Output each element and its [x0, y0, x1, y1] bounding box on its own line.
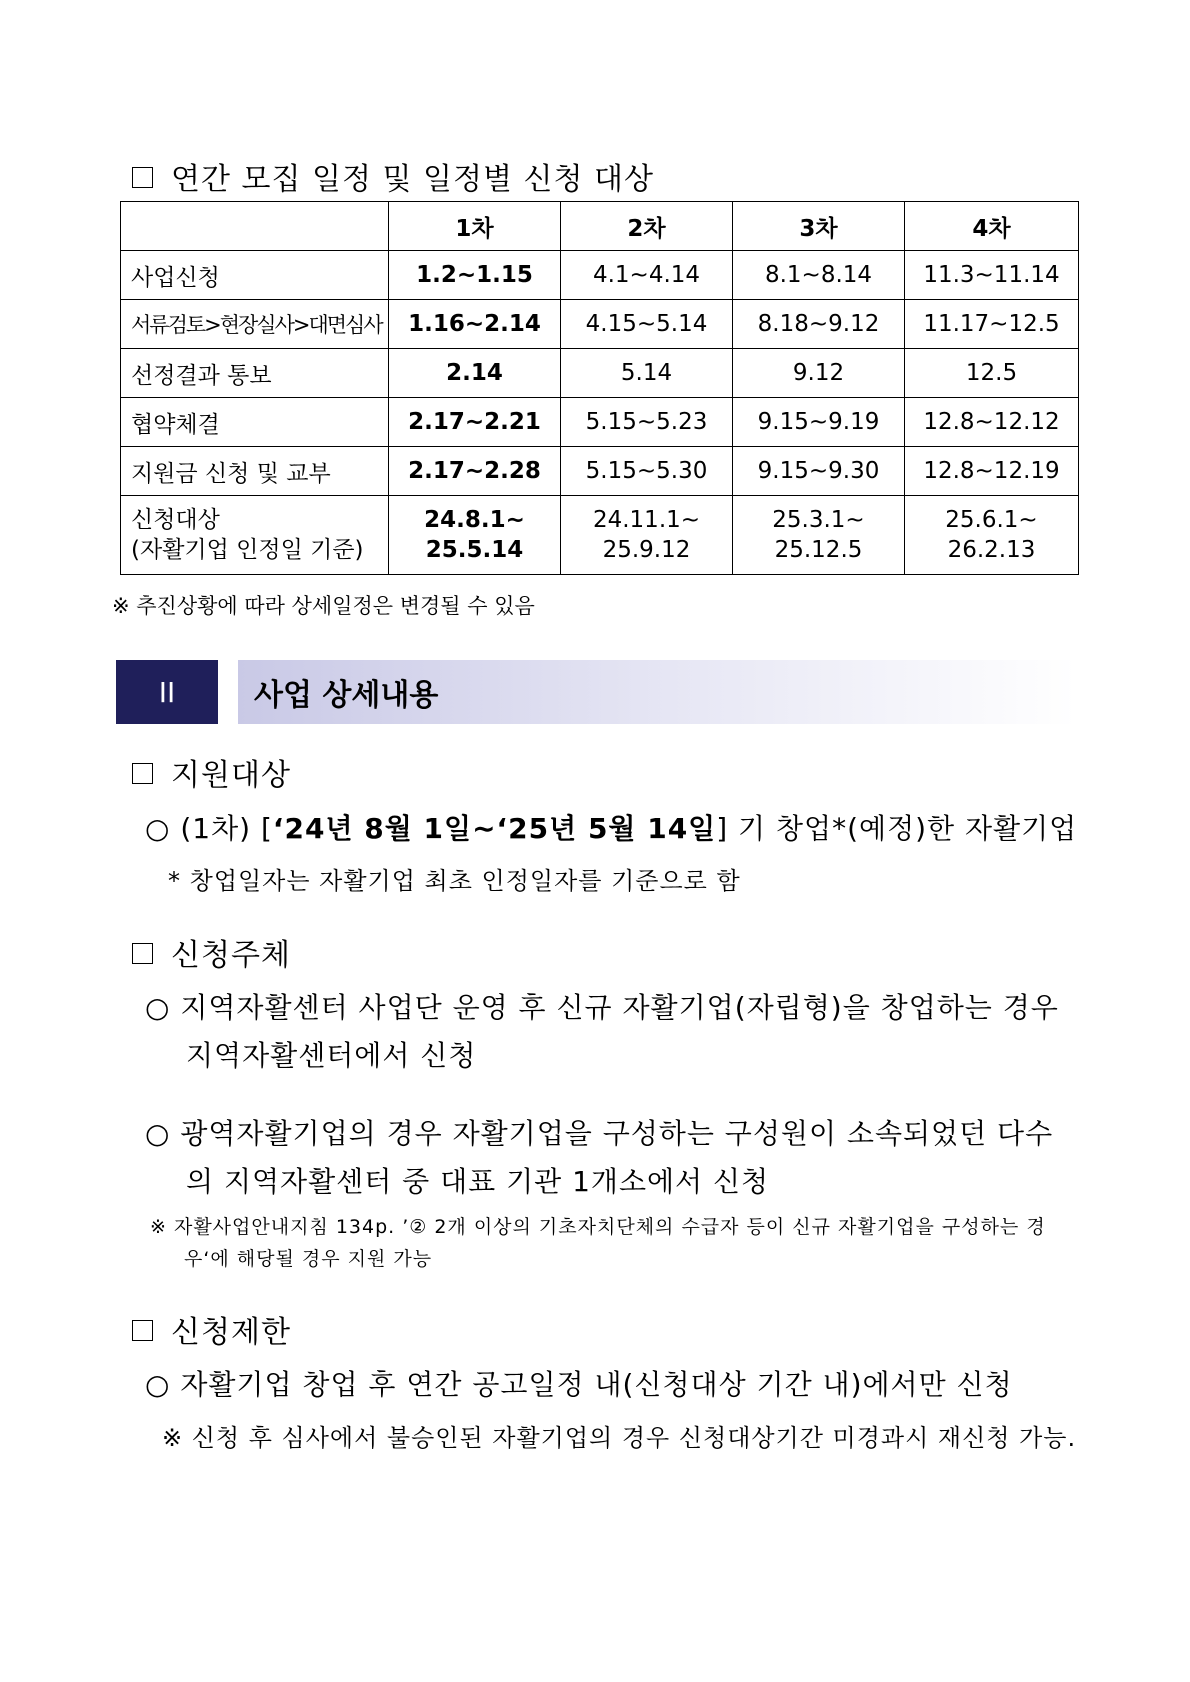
- table-cell: [561, 496, 733, 575]
- checkbox-square-icon: [132, 943, 153, 964]
- table-header-cell: 2차: [561, 202, 733, 251]
- cell-line: 25.12.5: [774, 537, 863, 563]
- target-note: * 창업일자는 자활기업 최초 인정일자를 기준으로 함: [168, 867, 741, 895]
- section-title-applicant: 신청주체: [132, 930, 291, 974]
- row-label: 사업신청: [121, 251, 389, 300]
- cell-line: 24.11.1~: [592, 507, 701, 533]
- applicant-note-line-1: ※ 자활사업안내지침 134p. ’② 2개 이상의 기초자치단체의 수급자 등이 신규 자활기업을 구성하는 경: [150, 1216, 1046, 1238]
- row-label: 지원금 신청 및 교부: [121, 447, 389, 496]
- table-row: [121, 398, 1079, 447]
- section-number: II: [116, 660, 218, 724]
- table-row: [121, 300, 1079, 349]
- table-header-cell: [121, 202, 389, 251]
- cell-line: 25.6.1~: [945, 507, 1038, 533]
- table-header-cell: 3차: [733, 202, 905, 251]
- checkbox-square-icon: [132, 1320, 153, 1341]
- table-row: [121, 349, 1079, 398]
- table-cell: 9.15~9.30: [733, 447, 905, 496]
- table-cell: 8.1~8.14: [733, 251, 905, 300]
- table-row: [121, 447, 1079, 496]
- applicant-note-line-2: 우‘에 해당될 경우 지원 가능: [184, 1248, 433, 1270]
- table-cell: 12.5: [905, 349, 1079, 398]
- applicant-item-2-line-1: ○ 광역자활기업의 경우 자활기업을 구성하는 구성원이 소속되었던 다수: [145, 1117, 1054, 1150]
- table-cell: 5.15~5.23: [561, 398, 733, 447]
- table-cell: 2.14: [389, 349, 561, 398]
- section-band-title: 사업 상세내용: [254, 678, 439, 713]
- cell-line: 26.2.13: [947, 537, 1036, 563]
- table-cell: 2.17~2.21: [389, 398, 561, 447]
- table-cell: 1.16~2.14: [389, 300, 561, 349]
- row-label: [121, 496, 389, 575]
- table-cell: 12.8~12.12: [905, 398, 1079, 447]
- table-cell: 2.17~2.28: [389, 447, 561, 496]
- table-cell: [733, 496, 905, 575]
- section-band: [116, 660, 1076, 724]
- table-header-row: [121, 202, 1079, 251]
- table-cell: 5.14: [561, 349, 733, 398]
- table-row: [121, 251, 1079, 300]
- cell-line: 24.8.1~: [424, 507, 525, 533]
- target-item: ○ (1차) [‘24년 8월 1일∼‘25년 5월 14일] 기 창업*(예정)한 자활기업: [145, 812, 1078, 845]
- table-cell: 4.1~4.14: [561, 251, 733, 300]
- row-label: 선정결과 통보: [121, 349, 389, 398]
- applicant-item-2-line-2: 의 지역자활센터 중 대표 기관 1개소에서 신청: [186, 1165, 770, 1198]
- table-header-cell: 1차: [389, 202, 561, 251]
- row-label: 협약체결: [121, 398, 389, 447]
- table-header-cell: 4차: [905, 202, 1079, 251]
- applicant-item-1-line-1: ○ 지역자활센터 사업단 운영 후 신규 자활기업(자립형)을 창업하는 경우: [145, 991, 1059, 1024]
- table-cell: 8.18~9.12: [733, 300, 905, 349]
- checkbox-square-icon: [132, 167, 153, 188]
- schedule-table: [120, 201, 1079, 575]
- row-label: 서류검토>현장실사>대면심사: [121, 300, 389, 349]
- restriction-item: ○ 자활기업 창업 후 연간 공고일정 내(신청대상 기간 내)에서만 신청: [145, 1368, 1013, 1401]
- checkbox-square-icon: [132, 763, 153, 784]
- cell-line: 25.5.14: [425, 537, 524, 563]
- table-row: [121, 496, 1079, 575]
- table-cell: 4.15~5.14: [561, 300, 733, 349]
- table-cell: 9.12: [733, 349, 905, 398]
- table-cell: 1.2~1.15: [389, 251, 561, 300]
- table-cell: 5.15~5.30: [561, 447, 733, 496]
- table-cell: 12.8~12.19: [905, 447, 1079, 496]
- table-cell: [389, 496, 561, 575]
- cell-line: 25.3.1~: [772, 507, 865, 533]
- cell-line: 25.9.12: [602, 537, 691, 563]
- table-cell: [905, 496, 1079, 575]
- schedule-note: ※ 추진상황에 따라 상세일정은 변경될 수 있음: [112, 594, 535, 618]
- table-cell: 11.3~11.14: [905, 251, 1079, 300]
- row-label-line: (자활기업 인정일 기준): [131, 537, 364, 563]
- section-title-schedule: 연간 모집 일정 및 일정별 신청 대상: [132, 154, 654, 198]
- section-title-restriction: 신청제한: [132, 1307, 291, 1351]
- applicant-item-1-line-2: 지역자활센터에서 신청: [186, 1039, 477, 1072]
- table-cell: 9.15~9.19: [733, 398, 905, 447]
- table-cell: 11.17~12.5: [905, 300, 1079, 349]
- section-title-target: 지원대상: [132, 750, 291, 794]
- row-label-line: 신청대상: [131, 507, 220, 533]
- restriction-note: ※ 신청 후 심사에서 불승인된 자활기업의 경우 신청대상기간 미경과시 재신청 가능.: [162, 1424, 1077, 1452]
